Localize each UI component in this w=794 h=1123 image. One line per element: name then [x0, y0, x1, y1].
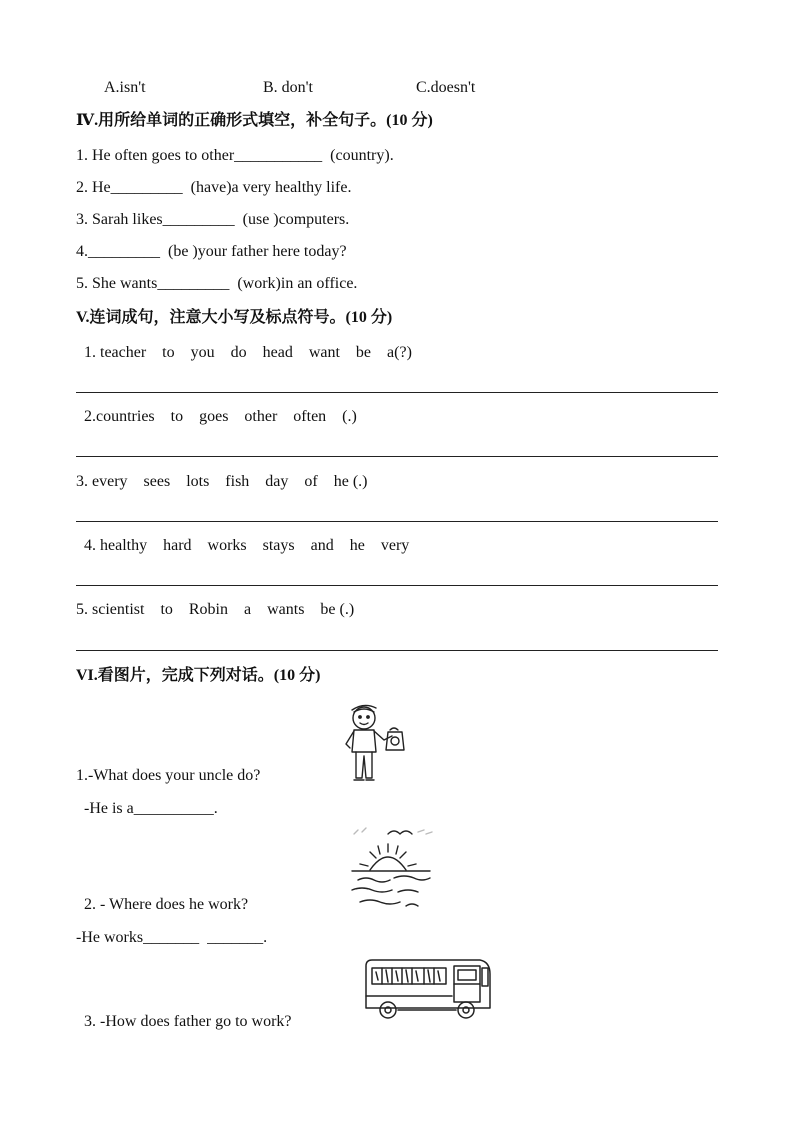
section5-title: V.连词成句，注意大小写及标点符号。(10 分) [76, 309, 393, 326]
section4-item-5: 5. She wants_________ (work)in an office. [76, 275, 358, 292]
section6-title: VI.看图片，完成下列对话。(10 分) [76, 667, 321, 684]
section6-q1-question: 1.-What does your uncle do? [76, 767, 261, 784]
answer-line-5 [76, 650, 718, 651]
answer-line-2 [76, 456, 718, 457]
man-with-bag-illustration [340, 700, 412, 784]
section4-item-4: 4._________ (be )your father here today? [76, 243, 347, 260]
section4-item-3: 3. Sarah likes_________ (use )computers. [76, 211, 350, 228]
option-a: A.isn't [104, 79, 146, 96]
section6-q2-question: 2. - Where does he work? [84, 896, 249, 913]
section6-q1-answer: -He is a__________. [84, 800, 218, 817]
section6-q3-question: 3. -How does father go to work? [84, 1013, 292, 1030]
section4-title: Ⅳ.用所给单词的正确形式填空，补全句子。(10 分) [76, 112, 433, 129]
section5-item-1: 1. teacher to you do head want be a(?) [84, 344, 412, 361]
answer-line-1 [76, 392, 718, 393]
section5-item-4: 4. healthy hard works stays and he very [84, 537, 410, 554]
section5-item-5: 5. scientist to Robin a wants be (.) [76, 601, 355, 618]
section4-item-2: 2. He_________ (have)a very healthy life. [76, 179, 352, 196]
section5-item-2: 2.countries to goes other often (.) [84, 408, 357, 425]
answer-line-4 [76, 585, 718, 586]
section5-item-3: 3. every sees lots fish day of he (.) [76, 473, 368, 490]
option-c: C.doesn't [416, 79, 476, 96]
sea-sunset-illustration [348, 826, 438, 912]
section6-q2-answer: -He works_______ _______. [76, 929, 268, 946]
option-b: B. don't [263, 79, 313, 96]
bus-illustration [362, 956, 494, 1022]
section4-item-1: 1. He often goes to other___________ (country). [76, 147, 394, 164]
answer-line-3 [76, 521, 718, 522]
